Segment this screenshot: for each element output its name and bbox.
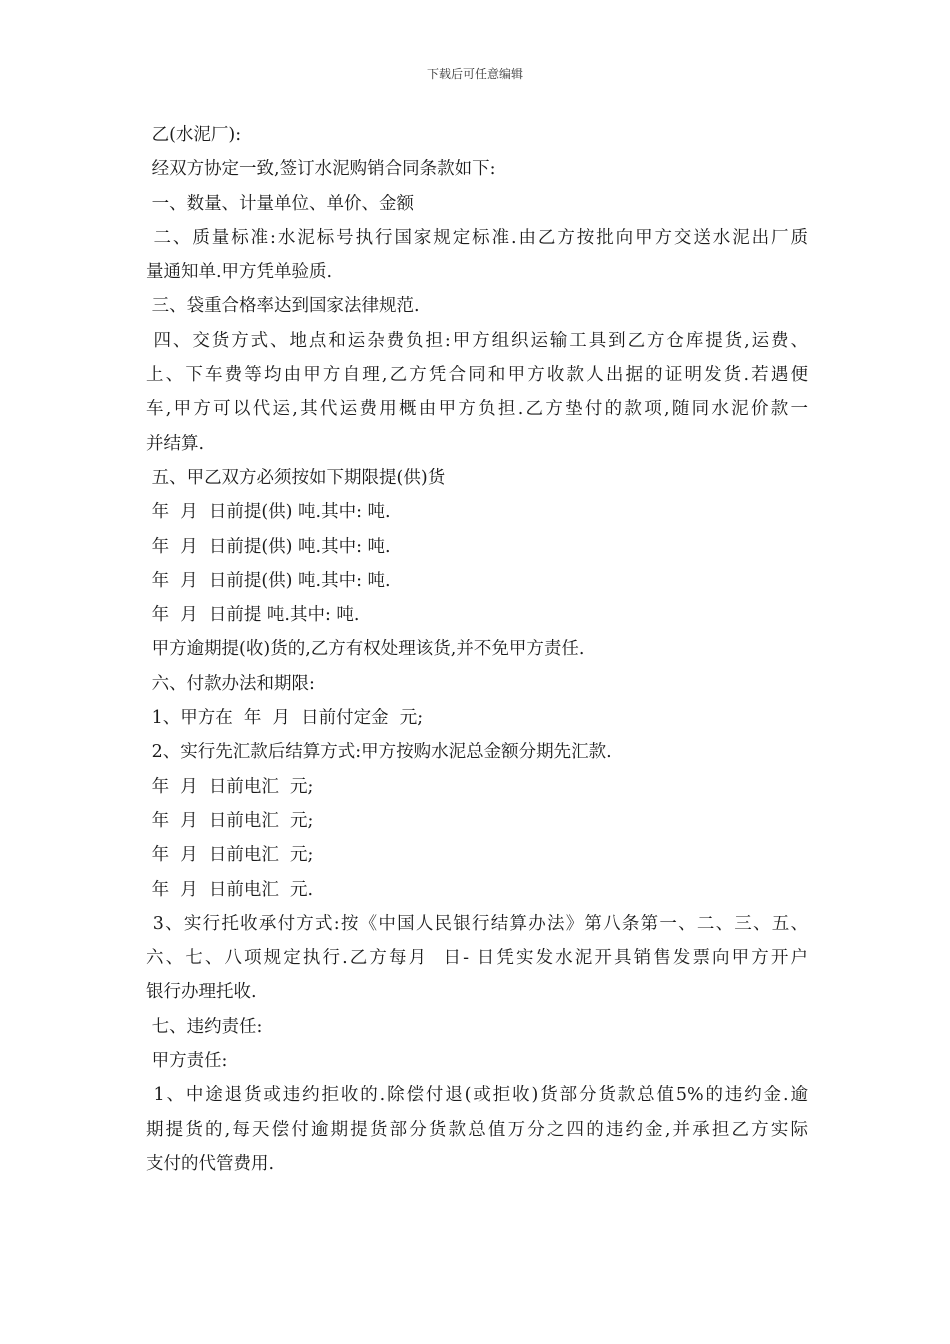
clause-7-heading: 七、违约责任:	[146, 1016, 263, 1037]
remittance-row: 年 月 日前电汇 元;	[146, 845, 314, 866]
clause-2-line-2: 量通知单.甲方凭单验质.	[146, 262, 333, 283]
payment-item-3-line-3: 银行办理托收.	[146, 982, 257, 1003]
clause-1-heading: 一、数量、计量单位、单价、金额	[146, 193, 415, 214]
delivery-schedule-row: 年 月 日前提(供) 吨.其中: 吨.	[146, 570, 391, 591]
late-pickup-line: 甲方逾期提(收)货的,乙方有权处理该货,并不免甲方责任.	[146, 639, 585, 660]
clause-5-heading: 五、甲乙双方必须按如下期限提(供)货	[146, 467, 446, 488]
clause-4-line-3: 车,甲方可以代运,其代运费用概由甲方负担.乙方垫付的款项,随同水泥价款一	[146, 399, 808, 420]
clause-6-heading: 六、付款办法和期限:	[146, 673, 315, 694]
liability-item-1-line-3: 支付的代管费用.	[146, 1153, 275, 1174]
party-b-line: 乙(水泥厂):	[146, 125, 242, 145]
remittance-row: 年 月 日前电汇 元.	[146, 879, 314, 900]
clause-4-line-1: 四、交货方式、地点和运杂费负担:甲方组织运输工具到乙方仓库提货,运费、	[146, 330, 808, 351]
payment-item-1: 1、甲方在 年 月 日前付定金 元;	[146, 708, 424, 729]
remittance-row: 年 月 日前电汇 元;	[146, 776, 314, 797]
clause-3-line: 三、袋重合格率达到国家法律规范.	[146, 296, 420, 317]
clause-4-line-4: 并结算.	[146, 433, 205, 454]
liability-item-1-line-2: 期提货的,每天偿付逾期提货部分货款总值万分之四的违约金,并承担乙方实际	[146, 1119, 808, 1140]
delivery-schedule-row: 年 月 日前提(供) 吨.其中: 吨.	[146, 536, 391, 557]
page-header: 下载后可任意编辑	[426, 67, 523, 81]
intro-line: 经双方协定一致,签订水泥购销合同条款如下:	[146, 159, 496, 180]
payment-item-3-line-1: 3、实行托收承付方式:按《中国人民银行结算办法》第八条第一、二、三、五、	[146, 913, 808, 934]
clause-4-line-2: 上、下车费等均由甲方自理,乙方凭合同和甲方收款人出据的证明发货.若遇便	[146, 365, 808, 386]
document-body	[146, 118, 808, 1181]
delivery-schedule-row: 年 月 日前提(供) 吨.其中: 吨.	[146, 502, 391, 523]
delivery-schedule-row: 年 月 日前提 吨.其中: 吨.	[146, 605, 360, 626]
liability-item-1-line-1: 1、中途退货或违约拒收的.除偿付退(或拒收)货部分货款总值5%的违约金.逾	[146, 1085, 808, 1106]
payment-item-3-line-2: 六、七、八项规定执行.乙方每月 日- 日凭实发水泥开具销售发票向甲方开户	[146, 948, 808, 969]
payment-item-2: 2、实行先汇款后结算方式:甲方按购水泥总金额分期先汇款.	[146, 742, 612, 763]
party-a-liability-heading: 甲方责任:	[146, 1051, 228, 1072]
clause-2-line-1: 二、质量标准:水泥标号执行国家规定标准.由乙方按批向甲方交送水泥出厂质	[146, 227, 808, 248]
remittance-row: 年 月 日前电汇 元;	[146, 810, 314, 831]
